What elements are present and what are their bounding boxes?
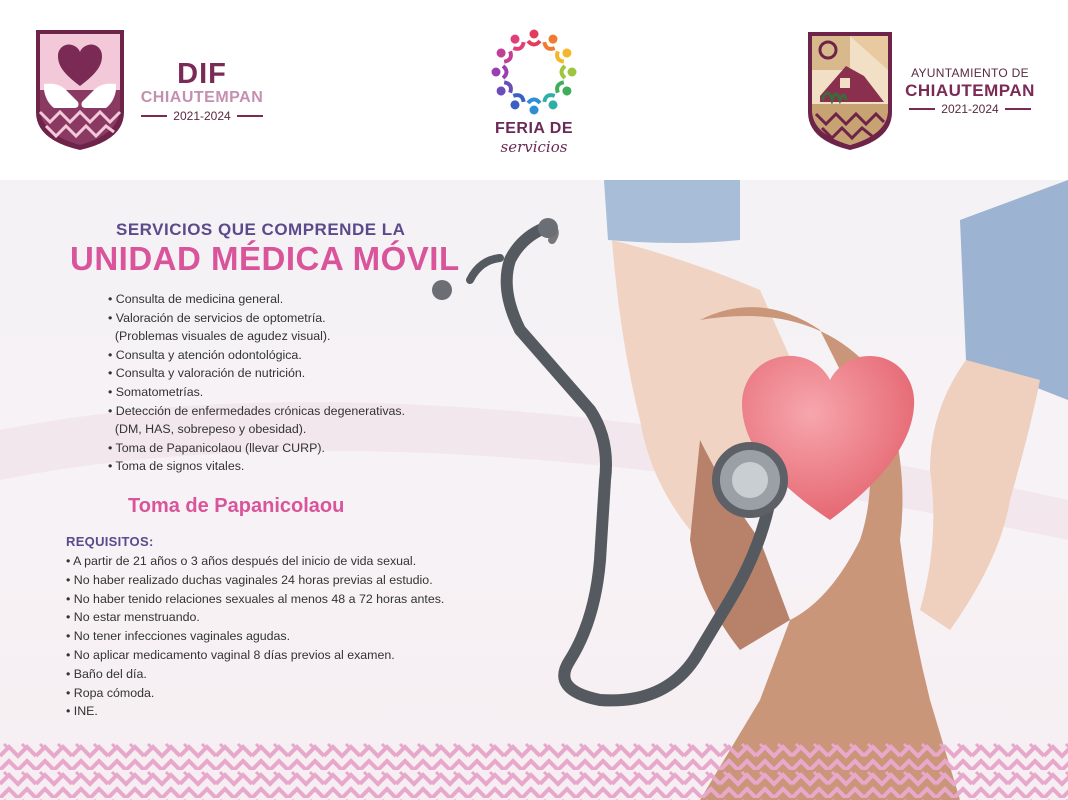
divider: [141, 115, 167, 117]
requirements-list: [66, 552, 536, 721]
list-item: • A partir de 21 años o 3 años después del inicio de vida sexual.: [66, 554, 417, 568]
divider: [237, 115, 263, 117]
list-item: • Detección de enfermedades crónicas degenerativas.: [108, 403, 406, 418]
requirements-label: REQUISITOS:: [66, 534, 154, 549]
ayuntamiento-years: 2021-2024: [941, 102, 999, 116]
list-item: • Somatometrías.: [108, 384, 204, 399]
ayuntamiento-line1: AYUNTAMIENTO DE: [911, 66, 1029, 80]
decorative-pattern: [0, 742, 1068, 800]
list-item: • No estar menstruando.: [66, 610, 200, 625]
page-title: UNIDAD MÉDICA MÓVIL: [70, 240, 460, 277]
header: [0, 0, 1068, 180]
section-title: SERVICIOS QUE COMPRENDE LA: [116, 220, 406, 239]
list-item: (DM, HAS, sobrepeso y obesidad).: [108, 422, 307, 437]
dif-years: 2021-2024: [173, 109, 231, 123]
list-item: • Valoración de servicios de optometría.: [108, 310, 326, 325]
dif-shield-logo: [34, 28, 126, 152]
list-item: • Consulta de medicina general.: [108, 292, 284, 306]
list-item: • Toma de Papanicolaou (llevar CURP).: [108, 440, 325, 455]
list-item: • Baño del día.: [66, 666, 147, 681]
list-item: • No haber realizado duchas vaginales 24 horas previas al estudio.: [66, 572, 433, 587]
feria-ring-logo: [486, 24, 582, 120]
papanicolaou-title: Toma de Papanicolaou: [128, 495, 345, 517]
feria-subtitle: servicios: [500, 138, 568, 156]
list-item: • INE.: [66, 704, 98, 719]
dif-subtitle: CHIAUTEMPAN: [140, 89, 264, 106]
dif-title: DIF: [177, 58, 227, 90]
list-item: • No tener infecciones vaginales agudas.: [66, 629, 291, 644]
ayuntamiento-wordmark: [900, 66, 1040, 117]
divider: [1005, 108, 1031, 110]
list-item: (Problemas visuales de agudez visual).: [108, 329, 331, 344]
ayuntamiento-line2: CHIAUTEMPAN: [905, 81, 1035, 100]
list-item: • No haber tenido relaciones sexuales al menos 48 a 72 horas antes.: [66, 591, 445, 606]
dif-wordmark: [132, 60, 272, 124]
list-item: • Consulta y valoración de nutrición.: [108, 366, 306, 381]
main-panel: [0, 180, 1068, 800]
ayuntamiento-shield-logo: [806, 30, 894, 152]
list-item: • No aplicar medicamento vaginal 8 días previos al examen.: [66, 647, 395, 662]
services-list: [108, 290, 528, 476]
list-item: • Ropa cómoda.: [66, 685, 155, 700]
feria-title: FERIA DE: [494, 120, 574, 137]
list-item: • Toma de signos vitales.: [108, 459, 245, 474]
divider: [909, 108, 935, 110]
list-item: • Consulta y atención odontológica.: [108, 347, 302, 362]
